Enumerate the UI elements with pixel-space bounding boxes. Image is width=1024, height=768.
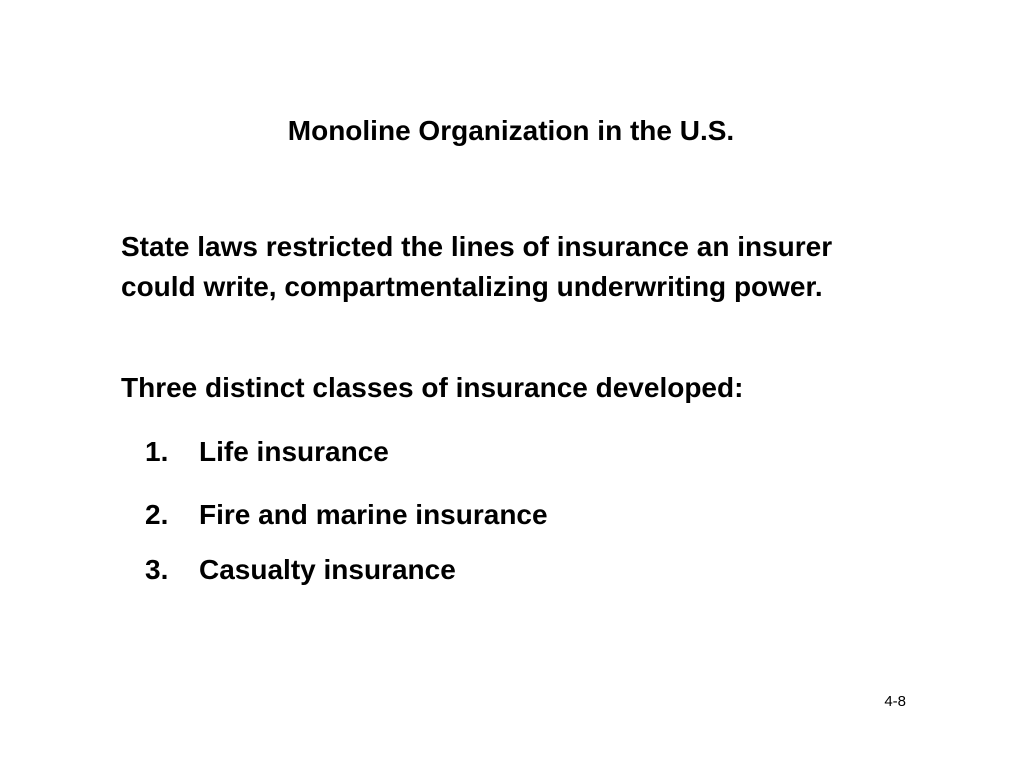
slide-title: Monoline Organization in the U.S. <box>287 115 735 146</box>
list-item <box>145 552 845 588</box>
list-item-text: Fire and marine insurance <box>199 499 548 530</box>
list-item-number: 2. <box>145 499 169 530</box>
list-item <box>145 434 845 470</box>
paragraph-three-classes: Three distinct classes of insurance developed: <box>121 372 744 403</box>
page-number: 4-8 <box>884 693 906 710</box>
list-item-text: Life insurance <box>199 436 389 467</box>
list-item <box>145 497 845 533</box>
list-item-number: 3. <box>145 554 169 585</box>
list-item-number: 1. <box>145 436 169 467</box>
paragraph-state-laws: State laws restricted the lines of insurance an insurer could write, compartmentalizing underwriting power. <box>121 231 833 302</box>
list-item-text: Casualty insurance <box>199 554 456 585</box>
